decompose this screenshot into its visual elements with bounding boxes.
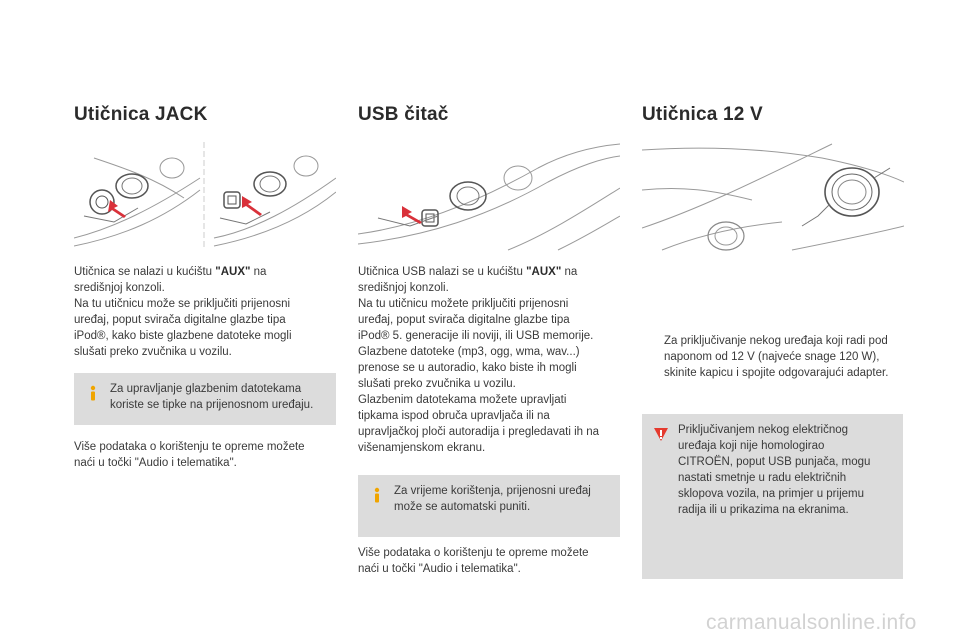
usb-more-line: Više podataka o korištenju te opreme možete [358,547,589,559]
socket-12v-warning-line: radija ili u prikazima na ekranima. [678,504,849,516]
socket-12v-warning-line: nastati smetnje u radu električnih [678,472,847,484]
jack-desc-line: slušati preko zvučnika u vozilu. [74,346,232,358]
jack-more-info [74,439,336,471]
usb-desc-line: Glazbene datoteke (mp3, ogg, wma, wav...) [358,346,580,358]
usb-more-info [358,545,620,577]
jack-more-line: naći u točki "Audio i telematika". [74,457,237,469]
socket-12v-warning-line: CITROËN, poput USB punjača, mogu [678,456,871,468]
jack-info-line: koriste se tipke na prijenosnom uređaju. [110,399,314,411]
socket-12v-warning-line: uređaja koji nije homologirao [678,440,825,452]
jack-socket-drawing [74,138,336,254]
usb-desc-line: upravljačkoj ploči autoradija i pregledavati ih na [358,426,600,438]
usb-desc-line: iPod® 5. generacije ili noviji, ili USB memorije. [358,330,594,342]
jack-description [74,264,336,360]
usb-illustration [358,138,620,254]
jack-desc-line: iPod®, kako biste glazbene datoteke mogli [74,330,292,342]
watermark: carmanualsonline.info [706,611,917,634]
socket-12v-instruction-line: skinite kapicu i spojite odgovarajući adapter. [664,367,889,379]
usb-heading: USB čitač [358,104,449,125]
socket-12v-warning-line: sklopova vozila, na primjer u prijemu [678,488,864,500]
socket-12v-illustration [642,138,904,254]
usb-desc-line: središnjoj konzoli. [358,282,449,294]
socket-12v-warning-line: Priključivanjem nekog električnog [678,424,849,436]
warning-icon [653,426,669,442]
jack-more-line: Više podataka o korištenju te opreme možete [74,441,305,453]
socket-12v-instruction-line: Za priključivanje nekog uređaja koji radi pod [664,335,888,347]
usb-socket-drawing [358,138,620,254]
socket-12v-instruction-line: naponom od 12 V (najveće snage 120 W), [664,351,880,363]
usb-info-line: može se automatski puniti. [394,501,531,513]
jack-info-line: Za upravljanje glazbenim datotekama [110,383,302,395]
jack-heading: Utičnica JACK [74,104,208,125]
usb-desc-line: tipkama ispod obruča upravljača ili na [358,410,550,422]
jack-desc-post: na [250,266,267,278]
socket-12v-drawing [642,138,904,254]
usb-desc-line: slušati preko zvučnika u vozilu. [358,378,516,390]
usb-desc-aux: "AUX" [526,266,562,278]
jack-desc-aux: "AUX" [215,266,251,278]
socket-12v-instruction [642,333,904,381]
usb-desc-post: na [561,266,578,278]
usb-info-note [358,475,620,537]
socket-12v-warning-note [642,414,903,579]
usb-desc-line: višenamjenskom ekranu. [358,442,486,454]
info-icon [370,487,384,503]
usb-desc-line: prenose se u autoradio, kako biste ih mogli [358,362,577,374]
usb-desc-line: uređaj, poput svirača digitalne glazbe tipa [358,314,570,326]
jack-desc-line: uređaj, poput svirača digitalne glazbe tipa [74,314,286,326]
jack-info-note [74,373,336,425]
usb-info-line: Za vrijeme korištenja, prijenosni uređaj [394,485,591,497]
socket-12v-heading: Utičnica 12 V [642,104,763,125]
usb-description [358,264,620,456]
info-icon [86,385,100,401]
usb-more-line: naći u točki "Audio i telematika". [358,563,521,575]
jack-desc-line: središnjoj konzoli. [74,282,165,294]
usb-desc-line: Na tu utičnicu možete priključiti prijenosni [358,298,569,310]
jack-illustration [74,138,336,254]
jack-desc-pre: Utičnica se nalazi u kućištu [74,266,216,278]
usb-desc-line: Glazbenim datotekama možete upravljati [358,394,567,406]
jack-desc-line: Na tu utičnicu može se priključiti prijenosni [74,298,291,310]
usb-desc-pre: Utičnica USB nalazi se u kućištu [358,266,527,278]
